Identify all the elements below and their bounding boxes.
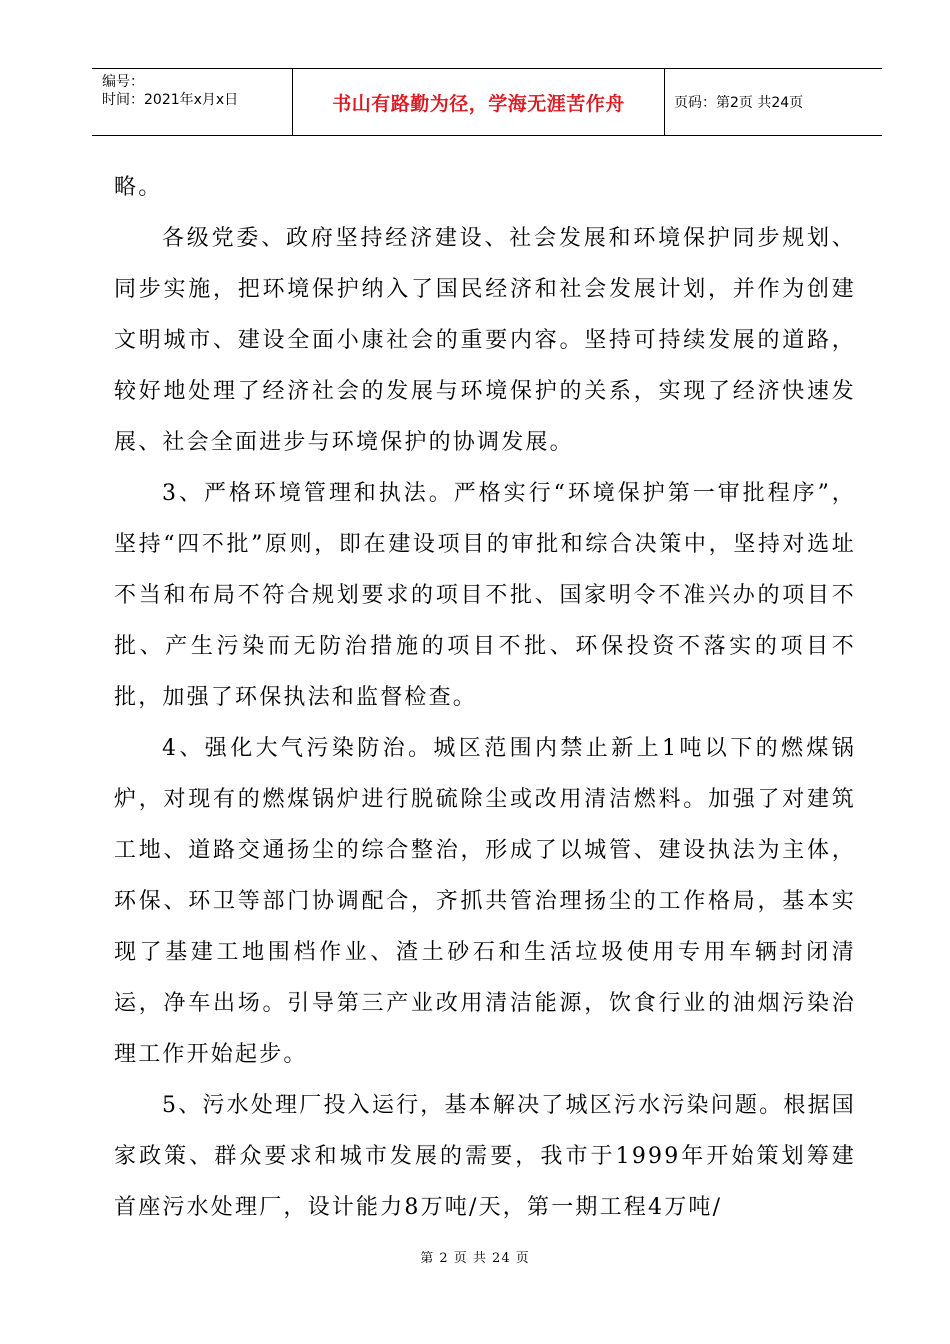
serial-number-label: 编号： [102,74,144,90]
paragraph: 5、污水处理厂投入运行，基本解决了城区污水污染问题。根据国家政策、群众要求和城市发展的需要，我市于1999年开始策划筹建首座污水处理厂，设计能力8万吨/天，第一期工程4万吨/ [114,1093,856,1220]
paragraph: 3、严格环境管理和执法。严格实行“环境保护第一审批程序”，坚持“四不批”原则，即在建设项目的审批和综合决策中，坚持对选址不当和布局不符合规划要求的项目不批、国家明令不准兴办的项目不批、产生污染而无防治措施的项目不批、环保投资不落实的项目不批，加强了环保执法和监督检查。 [114,481,856,710]
time-label: 时间：2021年x月x日 [102,92,239,108]
motto-text: 书山有路勤为径，学海无涯苦作舟 [332,92,625,115]
page-code-label: 页码：第2页 共24页 [674,95,804,111]
paragraph: 略。 [114,175,163,200]
paragraph: 各级党委、政府坚持经济建设、社会发展和环境保护同步规划、同步实施，把环境保护纳入了国民经济和社会发展计划，并作为创建文明城市、建设全面小康社会的重要内容。坚持可持续发展的道路，较好地处理了经济社会的发展与环境保护的关系，实现了经济快速发展、社会全面进步与环境保护的协调发展。 [114,226,856,455]
header-info [92,69,292,135]
page-header [92,68,882,136]
document-body [114,162,856,1233]
paragraph: 4、强化大气污染防治。城区范围内禁止新上1吨以下的燃煤锅炉，对现有的燃煤锅炉进行脱硫除尘或改用清洁燃料。加强了对建筑工地、道路交通扬尘的综合整治，形成了以城管、建设执法为主体，环保、环卫等部门协调配合，齐抓共管治理扬尘的工作格局，基本实现了基建工地围档作业、渣土砂石和生活垃圾使用专用车辆封闭清运，净车出场。引导第三产业改用清洁能源，饮食行业的油烟污染治理工作开始起步。 [114,736,856,1067]
page-footer: 第 2 页 共 24 页 [420,1251,530,1266]
header-page-code-cell [666,69,882,135]
header-motto-cell [293,69,664,135]
header-divider [664,69,665,135]
